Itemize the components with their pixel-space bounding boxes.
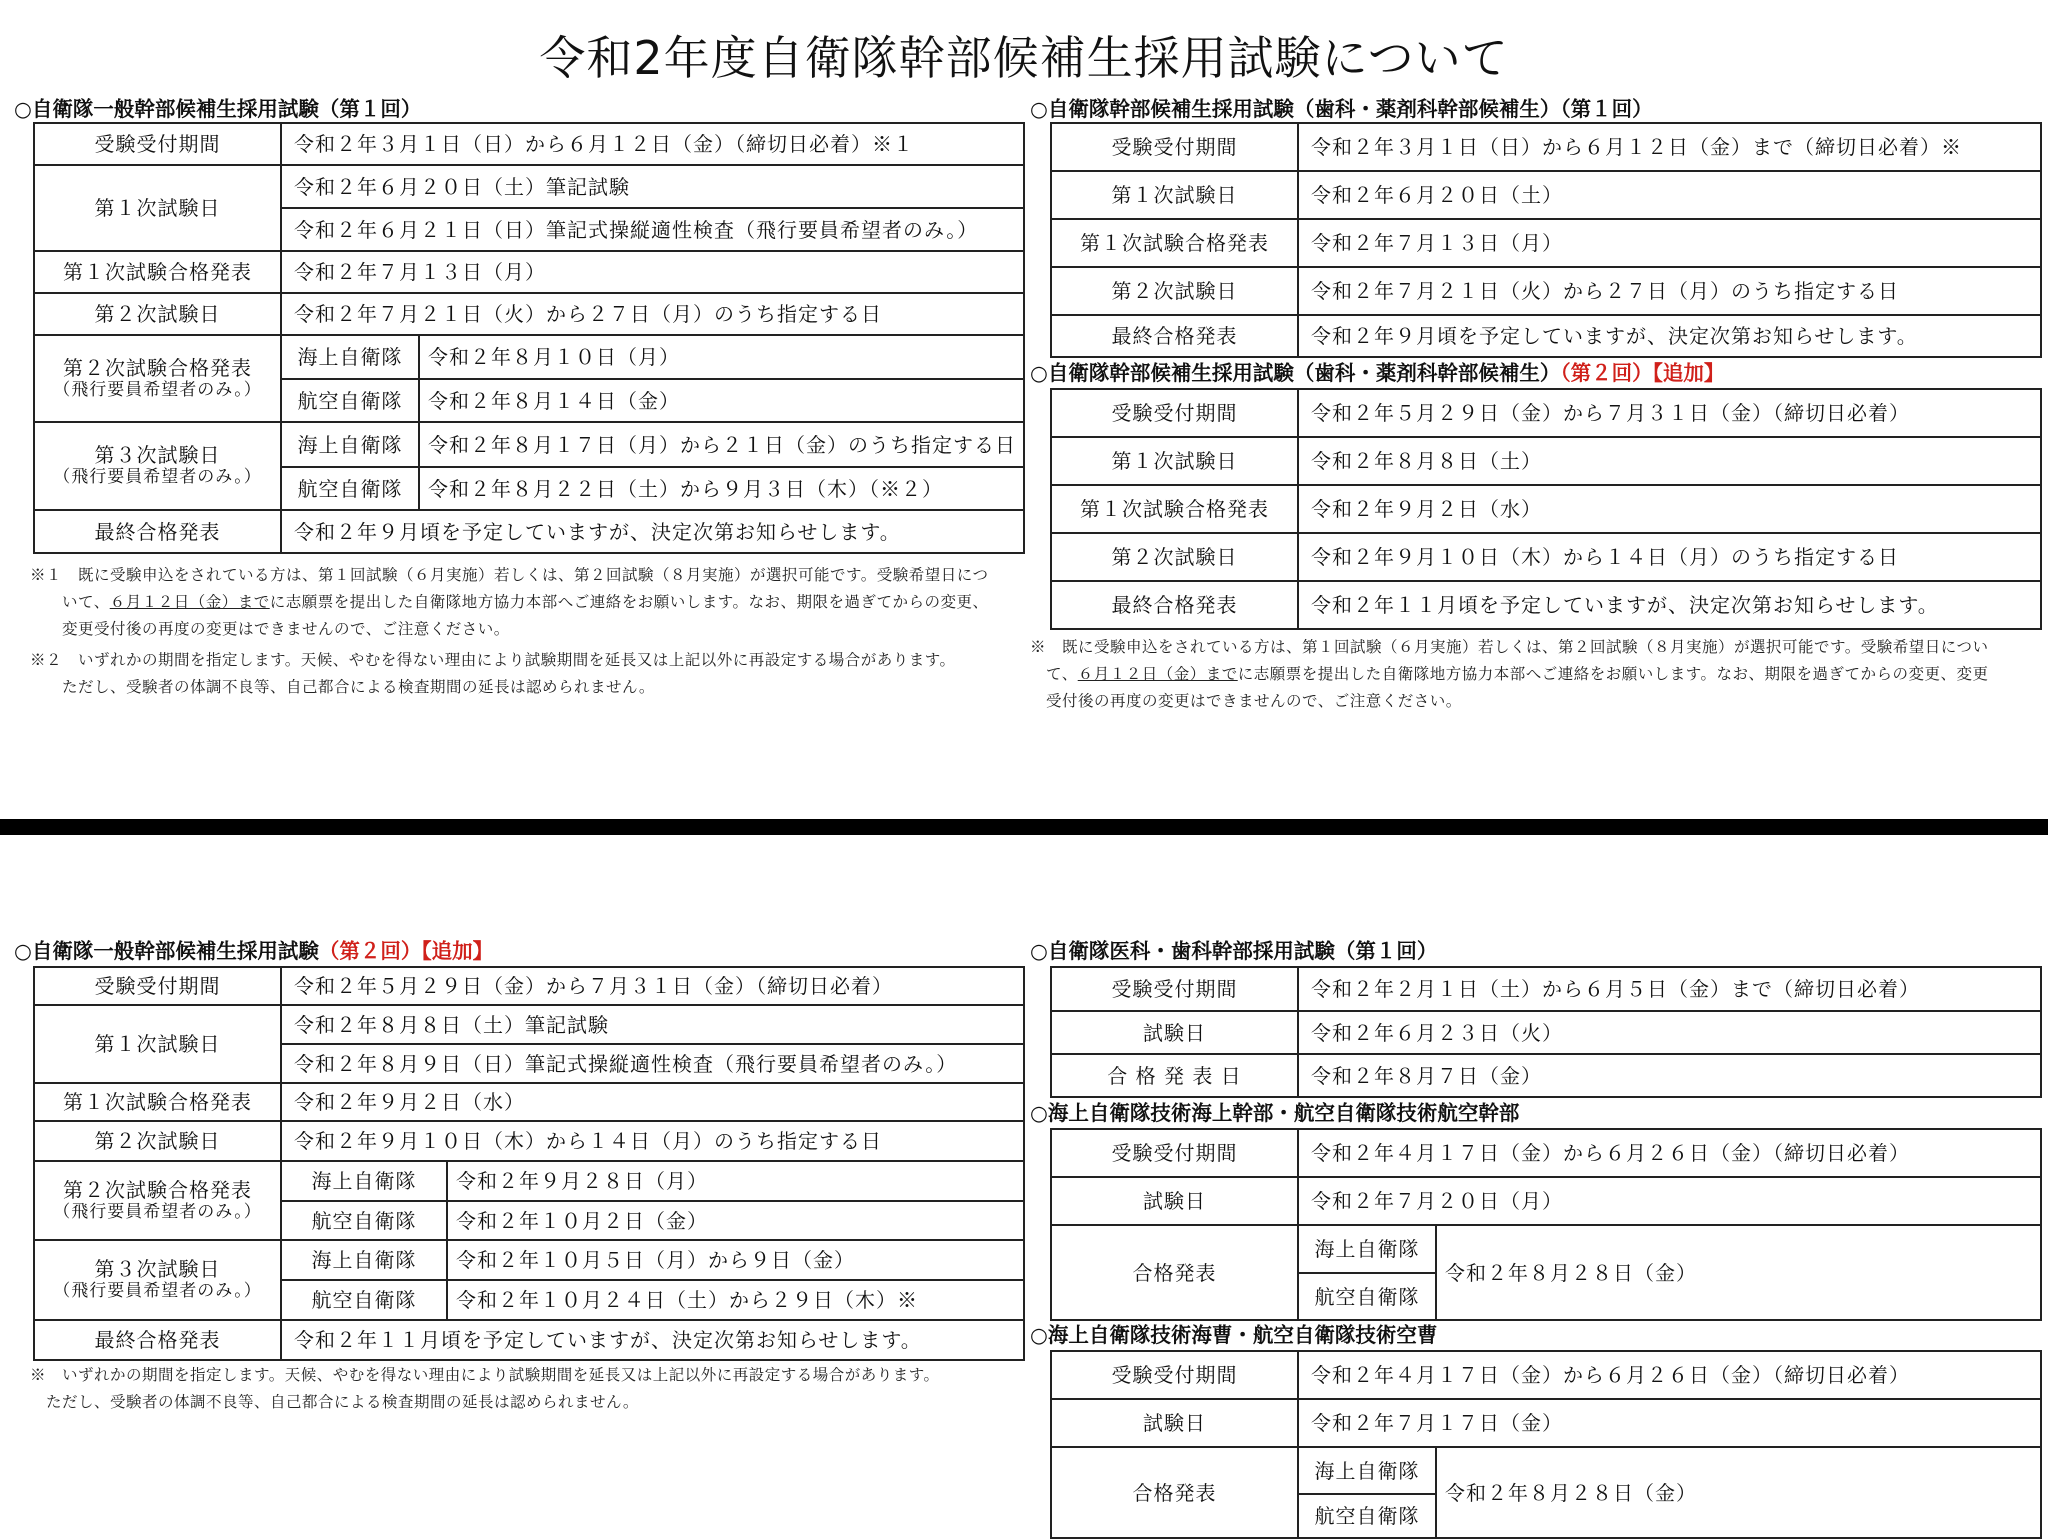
row-value: 令和２年５月２９日（金）から７月３１日（金）（締切日必着） bbox=[1298, 389, 2041, 437]
row-label: 合 格 発 表 日 bbox=[1051, 1054, 1298, 1097]
footnote-line: ※１ 既に受験申込をされている方は、第１回試験（６月実施）若しくは、第２回試験（８月実施）が選択可能です。受験希望日につ bbox=[30, 566, 989, 584]
row-value: 令和２年７月１３日（月） bbox=[1298, 219, 2041, 267]
row-label: 第２次試験日 bbox=[1051, 533, 1298, 581]
table-row bbox=[34, 1320, 1024, 1360]
table-row bbox=[34, 422, 1024, 467]
row-value: 令和２年８月２２日（土）から９月３日（木）（※２） bbox=[419, 467, 1024, 510]
row-label: 第１次試験合格発表 bbox=[1051, 219, 1298, 267]
row-value: 令和２年３月１日（日）から６月１２日（金）まで（締切日必着）※ bbox=[1298, 123, 2041, 171]
section-heading-dental-2 bbox=[1030, 358, 1724, 388]
table-row bbox=[34, 335, 1024, 379]
footnote-line: ただし、受験者の体調不良等、自己都合による検査期間の延長は認められません。 bbox=[62, 678, 655, 696]
table-row bbox=[34, 967, 1024, 1005]
row-label: 試験日 bbox=[1051, 1177, 1298, 1225]
row-value: 令和２年８月２８日（金） bbox=[1436, 1225, 2041, 1320]
table-row bbox=[1051, 1225, 2041, 1273]
sub-label: 航空自衛隊 bbox=[281, 467, 419, 510]
footnote-text: いて、 bbox=[62, 593, 110, 611]
row-label-note: （飛行要員希望者のみ。） bbox=[53, 379, 262, 400]
row-label: 第３次試験日 bbox=[94, 1257, 221, 1281]
footnote-line: ※ 既に受験申込をされている方は、第１回試験（６月実施）若しくは、第２回試験（８月実施）が選択可能です。受験希望日につい bbox=[1030, 638, 1989, 656]
row-value: 令和２年８月８日（土）筆記試験 bbox=[281, 1005, 1024, 1044]
footnote-line bbox=[1030, 661, 2040, 688]
footnote-general-2 bbox=[30, 1362, 1030, 1416]
row-label: 第３次試験日 bbox=[94, 443, 221, 467]
footnote-line bbox=[30, 589, 1030, 616]
row-label-note: （飛行要員希望者のみ。） bbox=[53, 1281, 262, 1301]
row-label-note: （飛行要員希望者のみ。） bbox=[53, 467, 262, 487]
row-value: 令和２年５月２９日（金）から７月３１日（金）（締切日必着） bbox=[281, 967, 1024, 1005]
row-value: 令和２年１１月頃を予定していますが、決定次第お知らせします。 bbox=[281, 1320, 1024, 1360]
sub-label: 海上自衛隊 bbox=[281, 422, 419, 467]
section-heading-technical-officer: ○海上自衛隊技術海上幹部・航空自衛隊技術航空幹部 bbox=[1030, 1101, 1520, 1125]
row-value: 令和２年１１月頃を予定していますが、決定次第お知らせします。 bbox=[1298, 581, 2041, 629]
row-label: 第１次試験日 bbox=[34, 165, 281, 251]
table-row bbox=[1051, 1399, 2041, 1447]
heading-text: ○自衛隊一般幹部候補生採用試験 bbox=[14, 939, 319, 963]
row-label-group bbox=[34, 422, 281, 510]
schedule-table-general-1 bbox=[33, 122, 1025, 554]
row-label: 受験受付期間 bbox=[1051, 967, 1298, 1011]
table-row bbox=[34, 1240, 1024, 1280]
footnote-dental-2 bbox=[1030, 634, 2040, 715]
row-value: 令和２年１０月２日（金） bbox=[447, 1201, 1024, 1240]
row-value: 令和２年９月頃を予定していますが、決定次第お知らせします。 bbox=[1298, 315, 2041, 357]
table-row bbox=[1051, 1177, 2041, 1225]
table-row bbox=[1051, 1011, 2041, 1054]
row-value: 令和２年１０月５日（月）から９日（金） bbox=[447, 1240, 1024, 1280]
table-row bbox=[1051, 533, 2041, 581]
table-row bbox=[1051, 581, 2041, 629]
section-heading-dental-1: ○自衛隊幹部候補生採用試験（歯科・薬剤科幹部候補生）（第１回） bbox=[1030, 97, 1653, 121]
row-label: 第２次試験日 bbox=[34, 1121, 281, 1161]
schedule-table-technical-nco bbox=[1050, 1350, 2042, 1539]
row-label: 第２次試験日 bbox=[34, 293, 281, 335]
row-label: 第１次試験合格発表 bbox=[34, 1083, 281, 1121]
row-label: 第１次試験日 bbox=[34, 1005, 281, 1083]
row-label: 受験受付期間 bbox=[1051, 1351, 1298, 1399]
table-row bbox=[1051, 1054, 2041, 1097]
section-heading-general-1: ○自衛隊一般幹部候補生採用試験（第１回） bbox=[14, 97, 422, 121]
table-row bbox=[34, 510, 1024, 553]
table-row bbox=[1051, 437, 2041, 485]
row-label: 受験受付期間 bbox=[34, 967, 281, 1005]
row-value: 令和２年９月１０日（木）から１４日（月）のうち指定する日 bbox=[281, 1121, 1024, 1161]
row-label-group bbox=[34, 335, 281, 422]
footnote-text: て、 bbox=[1046, 665, 1078, 683]
schedule-table-technical-officer bbox=[1050, 1128, 2042, 1321]
row-value: 令和２年６月２０日（土）筆記試験 bbox=[281, 165, 1024, 208]
row-value: 令和２年７月２１日（火）から２７日（月）のうち指定する日 bbox=[1298, 267, 2041, 315]
table-row bbox=[1051, 123, 2041, 171]
row-value: 令和２年９月頃を予定していますが、決定次第お知らせします。 bbox=[281, 510, 1024, 553]
table-row bbox=[1051, 485, 2041, 533]
table-row bbox=[34, 251, 1024, 293]
row-value: 令和２年８月８日（土） bbox=[1298, 437, 2041, 485]
row-value: 令和２年８月９日（日）筆記式操縦適性検査（飛行要員希望者のみ。） bbox=[281, 1044, 1024, 1083]
row-value: 令和２年６月２１日（日）筆記式操縦適性検査（飛行要員希望者のみ。） bbox=[281, 208, 1024, 251]
sub-label: 海上自衛隊 bbox=[281, 1240, 447, 1280]
table-row bbox=[1051, 1129, 2041, 1177]
row-label: 合格発表 bbox=[1051, 1225, 1298, 1320]
row-value: 令和２年４月１７日（金）から６月２６日（金）（締切日必着） bbox=[1298, 1351, 2041, 1399]
sub-label: 海上自衛隊 bbox=[1298, 1225, 1436, 1273]
heading-text: ○自衛隊幹部候補生採用試験（歯科・薬剤科幹部候補生） bbox=[1030, 361, 1561, 385]
row-label: 受験受付期間 bbox=[34, 123, 281, 165]
sub-label: 航空自衛隊 bbox=[1298, 1273, 1436, 1320]
footnote-line: 変更受付後の再度の変更はできませんので、ご注意ください。 bbox=[62, 620, 510, 638]
table-row bbox=[1051, 1447, 2041, 1494]
section-heading-general-2 bbox=[14, 936, 493, 966]
heading-added-tag: （第２回）【追加】 bbox=[1560, 361, 1725, 385]
table-row bbox=[34, 1161, 1024, 1201]
heading-added-tag: （第２回）【追加】 bbox=[318, 939, 494, 963]
row-label: 最終合格発表 bbox=[34, 510, 281, 553]
sub-label: 航空自衛隊 bbox=[281, 1280, 447, 1320]
row-value: 令和２年７月１３日（月） bbox=[281, 251, 1024, 293]
table-row bbox=[1051, 389, 2041, 437]
row-label: 第１次試験合格発表 bbox=[34, 251, 281, 293]
row-value: 令和２年２月１日（土）から６月５日（金）まで（締切日必着） bbox=[1298, 967, 2041, 1011]
row-value: 令和２年８月２８日（金） bbox=[1436, 1447, 2041, 1538]
section-heading-medical: ○自衛隊医科・歯科幹部採用試験（第１回） bbox=[1030, 939, 1438, 963]
row-value: 令和２年９月２日（水） bbox=[1298, 485, 2041, 533]
sub-label: 航空自衛隊 bbox=[281, 1201, 447, 1240]
footnote-text: に志願票を提出した自衛隊地方協力本部へご連絡をお願いします。なお、期限を過ぎてからの変更、変更 bbox=[1237, 665, 1989, 683]
sub-label: 航空自衛隊 bbox=[1298, 1494, 1436, 1538]
row-label: 第２次試験日 bbox=[1051, 267, 1298, 315]
table-row bbox=[34, 1121, 1024, 1161]
footnote-underlined: ６月１２日（金）まで bbox=[1077, 665, 1238, 683]
footnote-general-1 bbox=[30, 562, 1030, 701]
row-label: 最終合格発表 bbox=[34, 1320, 281, 1360]
table-row bbox=[1051, 219, 2041, 267]
table-row bbox=[34, 1005, 1024, 1044]
table-row bbox=[34, 293, 1024, 335]
table-row bbox=[1051, 267, 2041, 315]
row-label: 第２次試験合格発表 bbox=[63, 355, 252, 380]
sub-label: 航空自衛隊 bbox=[281, 379, 419, 422]
footnote-line: ただし、受験者の体調不良等、自己都合による検査期間の延長は認められません。 bbox=[46, 1393, 639, 1411]
row-value: 令和２年６月２０日（土） bbox=[1298, 171, 2041, 219]
row-label: 第１次試験日 bbox=[1051, 437, 1298, 485]
row-value: 令和２年９月１０日（木）から１４日（月）のうち指定する日 bbox=[1298, 533, 2041, 581]
footnote-underlined: ６月１２日（金）まで bbox=[109, 593, 270, 611]
row-label-group bbox=[34, 1161, 281, 1240]
table-row bbox=[1051, 171, 2041, 219]
schedule-table-medical bbox=[1050, 966, 2042, 1098]
table-row bbox=[1051, 967, 2041, 1011]
section-heading-technical-nco: ○海上自衛隊技術海曹・航空自衛隊技術空曹 bbox=[1030, 1323, 1438, 1347]
row-value: 令和２年３月１日（日）から６月１２日（金）（締切日必着）※１ bbox=[281, 123, 1024, 165]
page-divider bbox=[0, 819, 2048, 835]
footnote-line: ※ いずれかの期間を指定します。天候、やむを得ない理由により試験期間を延長又は上記以外に再設定する場合があります。 bbox=[30, 1366, 940, 1384]
row-label-note: （飛行要員希望者のみ。） bbox=[53, 1201, 262, 1222]
schedule-table-general-2 bbox=[33, 966, 1025, 1361]
row-label: 第１次試験日 bbox=[1051, 171, 1298, 219]
row-value: 令和２年９月２８日（月） bbox=[447, 1161, 1024, 1201]
row-value: 令和２年７月１７日（金） bbox=[1298, 1399, 2041, 1447]
table-row bbox=[34, 1083, 1024, 1121]
row-label-group bbox=[34, 1240, 281, 1320]
sub-label: 海上自衛隊 bbox=[1298, 1447, 1436, 1494]
row-label: 最終合格発表 bbox=[1051, 581, 1298, 629]
row-label: 試験日 bbox=[1051, 1399, 1298, 1447]
row-label: 合格発表 bbox=[1051, 1447, 1298, 1538]
row-value: 令和２年１０月２４日（土）から２９日（木）※ bbox=[447, 1280, 1024, 1320]
row-value: 令和２年７月２０日（月） bbox=[1298, 1177, 2041, 1225]
row-value: 令和２年８月７日（金） bbox=[1298, 1054, 2041, 1097]
table-row bbox=[1051, 1351, 2041, 1399]
row-label: 受験受付期間 bbox=[1051, 389, 1298, 437]
row-value: 令和２年８月１７日（月）から２１日（金）のうち指定する日 bbox=[419, 422, 1024, 467]
sub-label: 海上自衛隊 bbox=[281, 1161, 447, 1201]
row-value: 令和２年４月１７日（金）から６月２６日（金）（締切日必着） bbox=[1298, 1129, 2041, 1177]
schedule-table-dental-2 bbox=[1050, 388, 2042, 630]
row-value: 令和２年９月２日（水） bbox=[281, 1083, 1024, 1121]
row-label: 受験受付期間 bbox=[1051, 123, 1298, 171]
table-row bbox=[34, 165, 1024, 208]
row-label: 受験受付期間 bbox=[1051, 1129, 1298, 1177]
table-row bbox=[34, 123, 1024, 165]
row-value: 令和２年７月２１日（火）から２７日（月）のうち指定する日 bbox=[281, 293, 1024, 335]
row-label: 試験日 bbox=[1051, 1011, 1298, 1054]
page-title: 令和2年度自衛隊幹部候補生採用試験について bbox=[539, 31, 1509, 85]
row-label: 第１次試験合格発表 bbox=[1051, 485, 1298, 533]
table-row bbox=[1051, 315, 2041, 357]
schedule-table-dental-1 bbox=[1050, 122, 2042, 358]
sub-label: 海上自衛隊 bbox=[281, 335, 419, 379]
row-label: 第２次試験合格発表 bbox=[63, 1177, 252, 1202]
row-value: 令和２年６月２３日（火） bbox=[1298, 1011, 2041, 1054]
footnote-text: に志願票を提出した自衛隊地方協力本部へご連絡をお願いします。なお、期限を過ぎてからの変更、 bbox=[269, 593, 989, 611]
footnote-line: ※２ いずれかの期間を指定します。天候、やむを得ない理由により試験期間を延長又は上記以外に再設定する場合があります。 bbox=[30, 651, 956, 669]
row-label: 最終合格発表 bbox=[1051, 315, 1298, 357]
footnote-line: 受付後の再度の変更はできませんので、ご注意ください。 bbox=[1046, 692, 1462, 710]
row-value: 令和２年８月１０日（月） bbox=[419, 335, 1024, 379]
row-value: 令和２年８月１４日（金） bbox=[419, 379, 1024, 422]
